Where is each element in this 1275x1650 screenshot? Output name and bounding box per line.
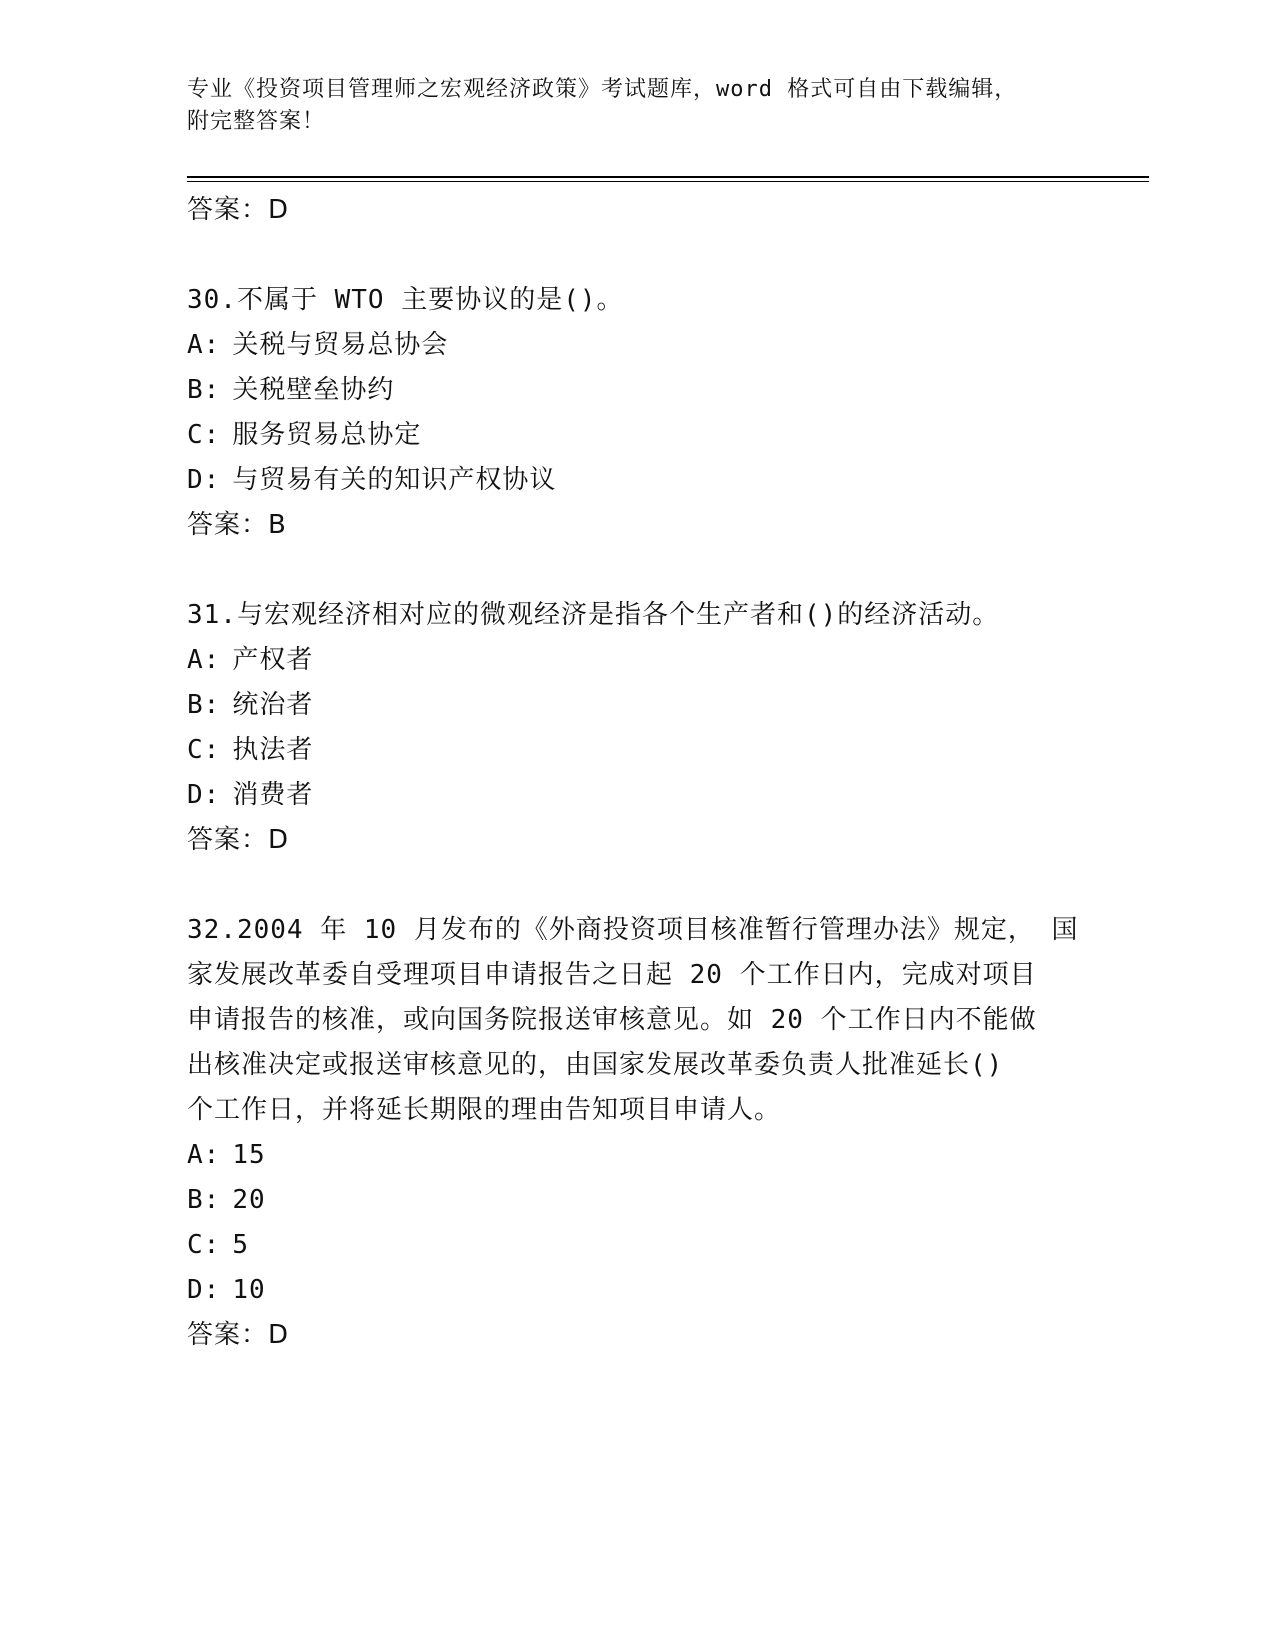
option-label: A: xyxy=(187,1140,221,1170)
option-text: 10 xyxy=(232,1275,266,1305)
question-stem-line-4: 出核准决定或报送审核意见的，由国家发展改革委负责人批准延长() xyxy=(187,1050,1004,1080)
answer-line: 答案：D xyxy=(187,195,290,225)
option-label: C: xyxy=(187,735,221,765)
header-line-2: 附完整答案！ xyxy=(187,109,326,134)
answer-line: 答案：D xyxy=(187,825,290,855)
option-label: A: xyxy=(187,645,221,675)
question-stem: 31.与宏观经济相对应的微观经济是指各个生产者和()的经济活动。 xyxy=(187,600,1000,630)
option-text: 与贸易有关的知识产权协议 xyxy=(232,465,557,495)
option-text: 服务贸易总协定 xyxy=(232,420,422,450)
option-label: A: xyxy=(187,330,221,360)
question-block-32 xyxy=(187,908,1079,1358)
option-text: 执法者 xyxy=(232,735,314,765)
option-text: 5 xyxy=(232,1230,249,1260)
spacer xyxy=(187,548,1067,593)
header-divider-thin xyxy=(187,181,1149,182)
option-b xyxy=(187,683,1067,728)
document-header xyxy=(187,74,1087,138)
option-text: 产权者 xyxy=(232,645,314,675)
option-a xyxy=(187,1133,1067,1178)
option-label: D: xyxy=(187,1275,221,1305)
question-stem-line-2: 家发展改革委自受理项目申请报告之日起 20 个工作日内，完成对项目 xyxy=(187,960,1037,990)
option-b xyxy=(187,368,1067,413)
option-label: B: xyxy=(187,690,221,720)
option-a xyxy=(187,323,1067,368)
option-label: C: xyxy=(187,1230,221,1260)
option-label: B: xyxy=(187,375,221,405)
option-d xyxy=(187,458,1067,503)
spacer xyxy=(187,863,1067,908)
question-stem-line-3: 申请报告的核准，或向国务院报送审核意见。如 20 个工作日内不能做 xyxy=(187,1005,1037,1035)
option-b xyxy=(187,1178,1067,1223)
header-divider-thick xyxy=(187,176,1149,178)
question-stem-line-1: 32.2004 年 10 月发布的《外商投资项目核准暂行管理办法》规定， 国 xyxy=(187,915,1079,945)
option-text: 消费者 xyxy=(232,780,314,810)
option-label: D: xyxy=(187,465,221,495)
question-stem: 30.不属于 WTO 主要协议的是()。 xyxy=(187,285,624,315)
option-d xyxy=(187,773,1067,818)
option-c xyxy=(187,728,1067,773)
option-c xyxy=(187,413,1067,458)
header-line-1: 专业《投资项目管理师之宏观经济政策》考试题库，word 格式可自由下载编辑， xyxy=(187,77,1018,102)
option-label: B: xyxy=(187,1185,221,1215)
question-stem-line-5: 个工作日，并将延长期限的理由告知项目申请人。 xyxy=(187,1095,782,1125)
spacer xyxy=(187,233,1067,278)
option-text: 关税与贸易总协会 xyxy=(232,330,449,360)
answer-line: 答案：B xyxy=(187,510,287,540)
option-text: 统治者 xyxy=(232,690,314,720)
option-text: 15 xyxy=(232,1140,266,1170)
question-block-30 xyxy=(187,278,1067,548)
option-a xyxy=(187,638,1067,683)
option-label: C: xyxy=(187,420,221,450)
answer-line: 答案：D xyxy=(187,1320,290,1350)
option-label: D: xyxy=(187,780,221,810)
option-d xyxy=(187,1268,1067,1313)
option-text: 关税壁垒协约 xyxy=(232,375,395,405)
question-block-31 xyxy=(187,593,1067,863)
option-text: 20 xyxy=(232,1185,266,1215)
option-c xyxy=(187,1223,1067,1268)
question-content xyxy=(187,188,1079,1358)
